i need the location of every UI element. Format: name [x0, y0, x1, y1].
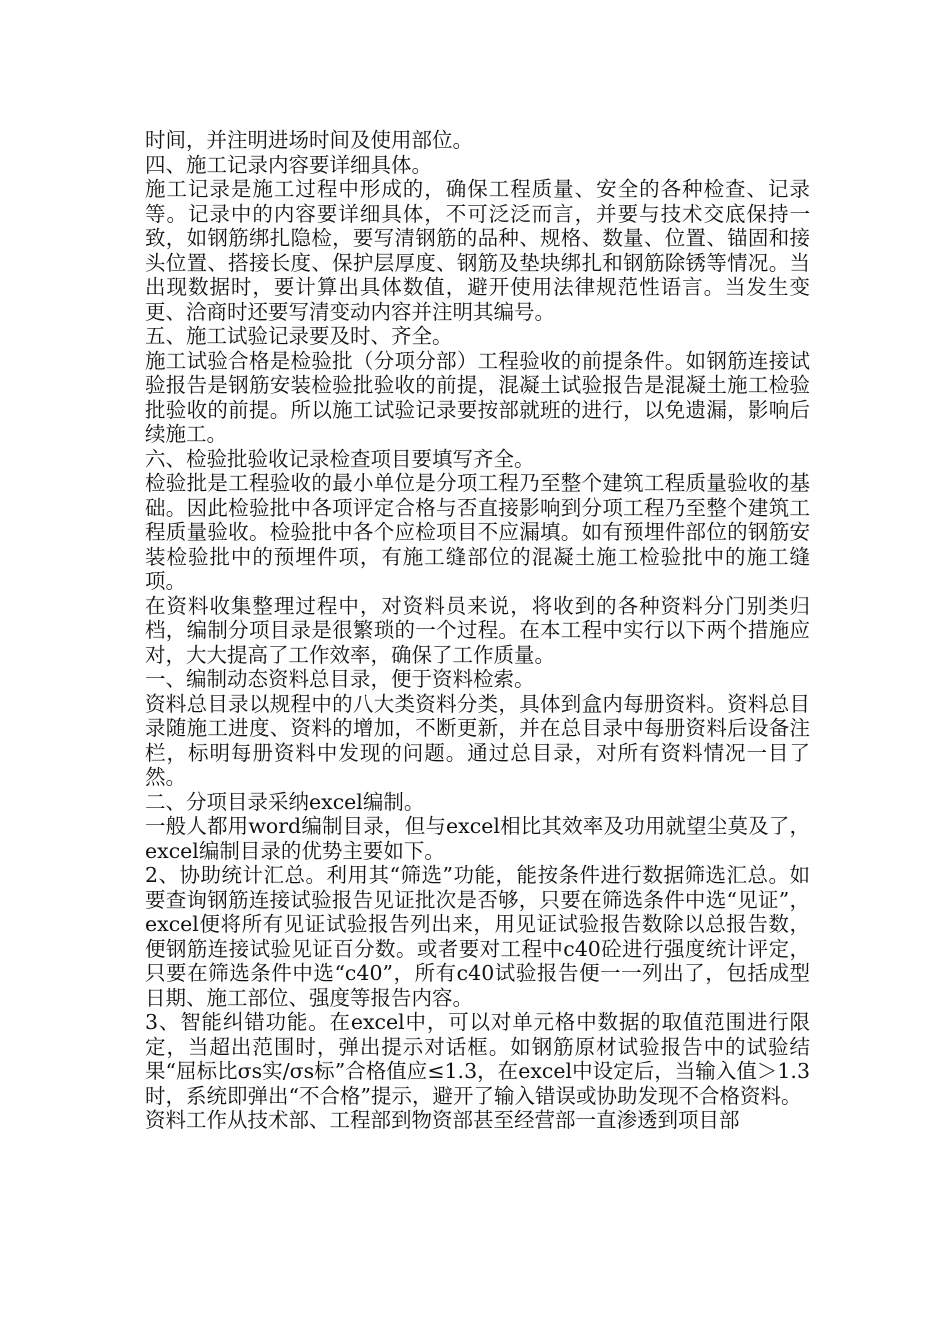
paragraph: 时间，并注明进场时间及使用部位。 — [145, 128, 473, 152]
section-heading: 四、施工记录内容要详细具体。 — [145, 152, 432, 177]
section-heading: 六、检验批验收记录检查项目要填写齐全。 — [145, 446, 535, 471]
section-heading: 五、施工试验记录要及时、齐全。 — [145, 324, 453, 348]
paragraph: 施工记录是施工过程中形成的，确保工程质量、安全的各种检查、记录等。记录中的内容要详细具体，不可泛泛而言，并要与技术交底保持一致，如钢筋绑扎隐检，要写清钢筋的品种、规格、数量、位置、锚固和接头位置、搭接长度、保护层厚度、钢筋及垫块绑扎和钢筋除锈等情况。当出现数据时，要计算出具体数值，避开使用法律规范性语言。当发生变更、洽商时还要写清变动内容并注明其编号。 — [145, 177, 810, 324]
paragraph: 资料工作从技术部、工程部到物资部甚至经营部一直渗透到项目部 — [145, 1108, 740, 1132]
paragraph: 在资料收集整理过程中，对资料员来说，将收到的各种资料分门别类归档，编制分项目录是很繁琐的一个过程。在本工程中实行以下两个措施应对，大大提高了工作效率，确保了工作质量。 — [145, 593, 810, 667]
paragraph: 2、协助统计汇总。利用其“筛选”功能，能按条件进行数据筛选汇总。如要查询钢筋连接试验报告见证批次是否够，只要在筛选条件中选“见证”，excel便将所有见证试验报告列出来，用见证试验报告数除以总报告数，便钢筋连接试验见证百分数。或者要对工程中c40砼进行强度统计评定，只要在筛选条件中选“c40”，所有c40试验报告便一一列出了，包括成型日期、施工部位、强度等报告内容。 — [145, 863, 810, 1010]
section-heading: 二、分项目录采纳excel编制。 — [145, 789, 425, 814]
document-body — [145, 128, 810, 1133]
section-heading: 一、编制动态资料总目录，便于资料检索。 — [145, 667, 535, 691]
paragraph: 3、智能纠错功能。在excel中，可以对单元格中数据的取值范围进行限定，当超出范围时，弹出提示对话框。如钢筋原材试验报告中的试验结果“屈标比σs实/σs标”合格值应≤1.3，在excel中设定后，当输入值＞1.3时，系统即弹出“不合格”提示，避开了输入错误或协助发现不合格资料。 — [145, 1010, 810, 1108]
paragraph: 一般人都用word编制目录，但与excel相比其效率及功用就望尘莫及了，excel编制目录的优势主要如下。 — [145, 814, 810, 863]
paragraph: 资料总目录以规程中的八大类资料分类，具体到盒内每册资料。资料总目录随施工进度、资料的增加，不断更新，并在总目录中每册资料后设备注栏，标明每册资料中发现的问题。通过总目录，对所有资料情况一目了然。 — [145, 691, 810, 789]
paragraph: 检验批是工程验收的最小单位是分项工程乃至整个建筑工程质量验收的基础。因此检验批中各项评定合格与否直接影响到分项工程乃至整个建筑工程质量验收。检验批中各个应检项目不应漏填。如有预埋件部位的钢筋安装检验批中的预埋件项，有施工缝部位的混凝土施工检验批中的施工缝项。 — [145, 471, 810, 593]
paragraph: 施工试验合格是检验批（分项分部）工程验收的前提条件。如钢筋连接试验报告是钢筋安装检验批验收的前提，混凝土试验报告是混凝土施工检验批验收的前提。所以施工试验记录要按部就班的进行，以免遗漏，影响后续施工。 — [145, 348, 810, 446]
